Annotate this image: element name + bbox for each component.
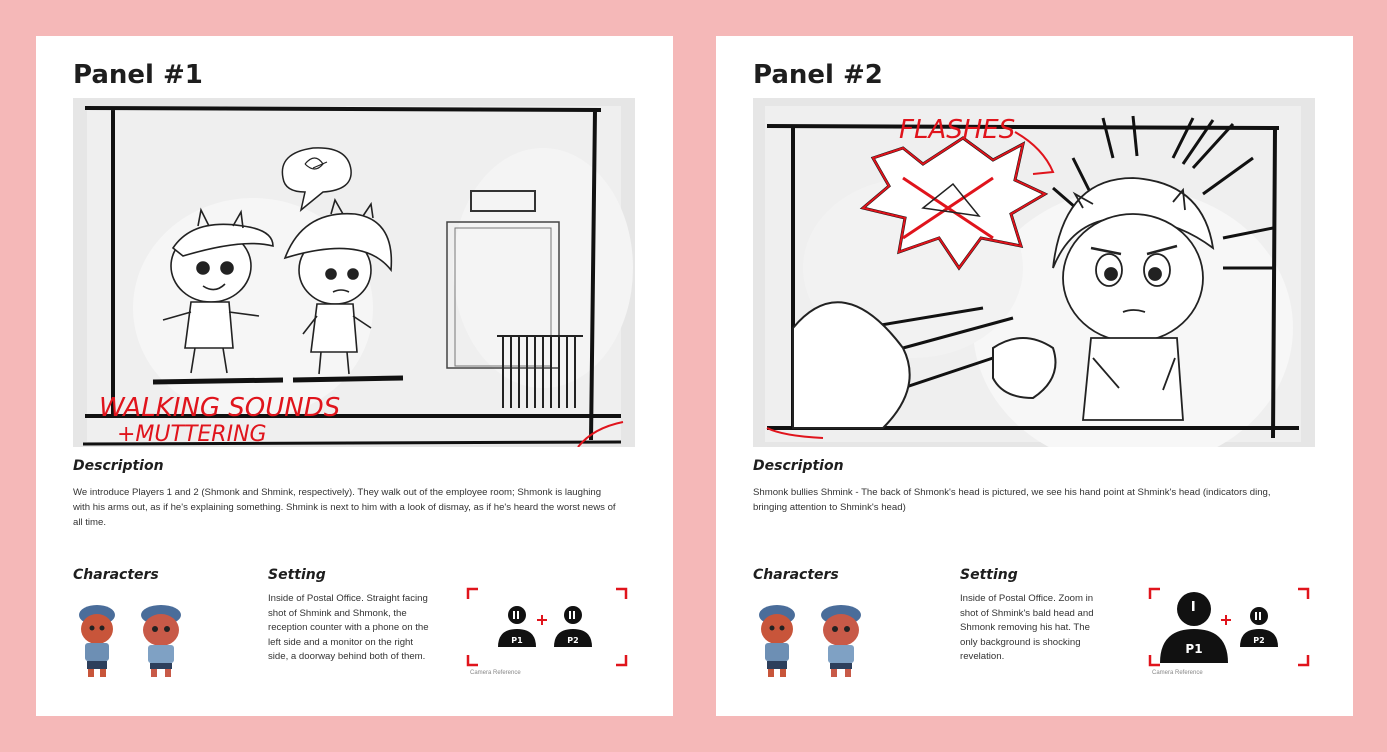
setting-label: Setting: [960, 567, 1018, 583]
camera-reference-caption: Camera Reference: [470, 670, 521, 676]
panel-sketch: [753, 98, 1315, 447]
player-1-label: P1: [511, 636, 523, 645]
description-text: We introduce Players 1 and 2 (Shmonk and Shmink, respectively). They walk out of the employee room; Shmonk is laughing with his arms out, as if he's explaining something. Shmink is next to him with a look of dismay, as if he's heard the worst news of all time.: [73, 487, 616, 528]
panel-title: Panel #2: [753, 60, 883, 90]
sketch-annotation-2: +MUTTERING: [117, 422, 267, 447]
camera-reference-diagram: [466, 587, 628, 667]
panel-sketch: [73, 98, 635, 447]
player-2-label: P2: [1253, 636, 1265, 645]
player-2-label: P2: [567, 636, 579, 645]
player-2-icon: [554, 606, 592, 647]
character-icon: [141, 605, 181, 677]
storyboard-panel-2: [716, 36, 1353, 716]
player-1-icon: [498, 606, 536, 647]
player-1-icon: [1160, 592, 1228, 663]
character-icon: [79, 605, 115, 677]
camera-reference-caption: Camera Reference: [1152, 670, 1203, 676]
character-icon: [821, 605, 861, 677]
description-label: Description: [753, 458, 844, 474]
characters-image: [73, 601, 193, 679]
panel-title: Panel #1: [73, 60, 203, 90]
player-2-icon: [1240, 607, 1278, 647]
character-icon: [759, 605, 795, 677]
storyboard-panel-1: [36, 36, 673, 716]
setting-text: Inside of Postal Office. Zoom in shot of Shmink's bald head and Shmonk removing his hat. The only background is shocking revelation.: [960, 593, 1094, 662]
storyboard-sketch-image: [753, 98, 1315, 447]
characters-label: Characters: [753, 567, 839, 583]
characters-label: Characters: [73, 567, 159, 583]
setting-label: Setting: [268, 567, 326, 583]
description-text: Shmonk bullies Shmink - The back of Shmonk's head is pictured, we see his hand point at Shmink's head (indicators ding, bringing attention to Shmink's head): [753, 487, 1271, 513]
setting-text: Inside of Postal Office. Straight facing shot of Shmink and Shmonk, the reception counter with a phone on the left side and a monitor on the right side, a doorway behind both of them.: [268, 593, 429, 662]
characters-image: [753, 601, 873, 679]
sketch-annotation-1: WALKING SOUNDS: [99, 393, 341, 423]
storyboard-sketch-image: [73, 98, 635, 447]
camera-reference-diagram: [1148, 587, 1310, 667]
player-1-label: P1: [1185, 642, 1203, 656]
description-label: Description: [73, 458, 164, 474]
sketch-annotation-1: FLASHES: [899, 115, 1016, 145]
